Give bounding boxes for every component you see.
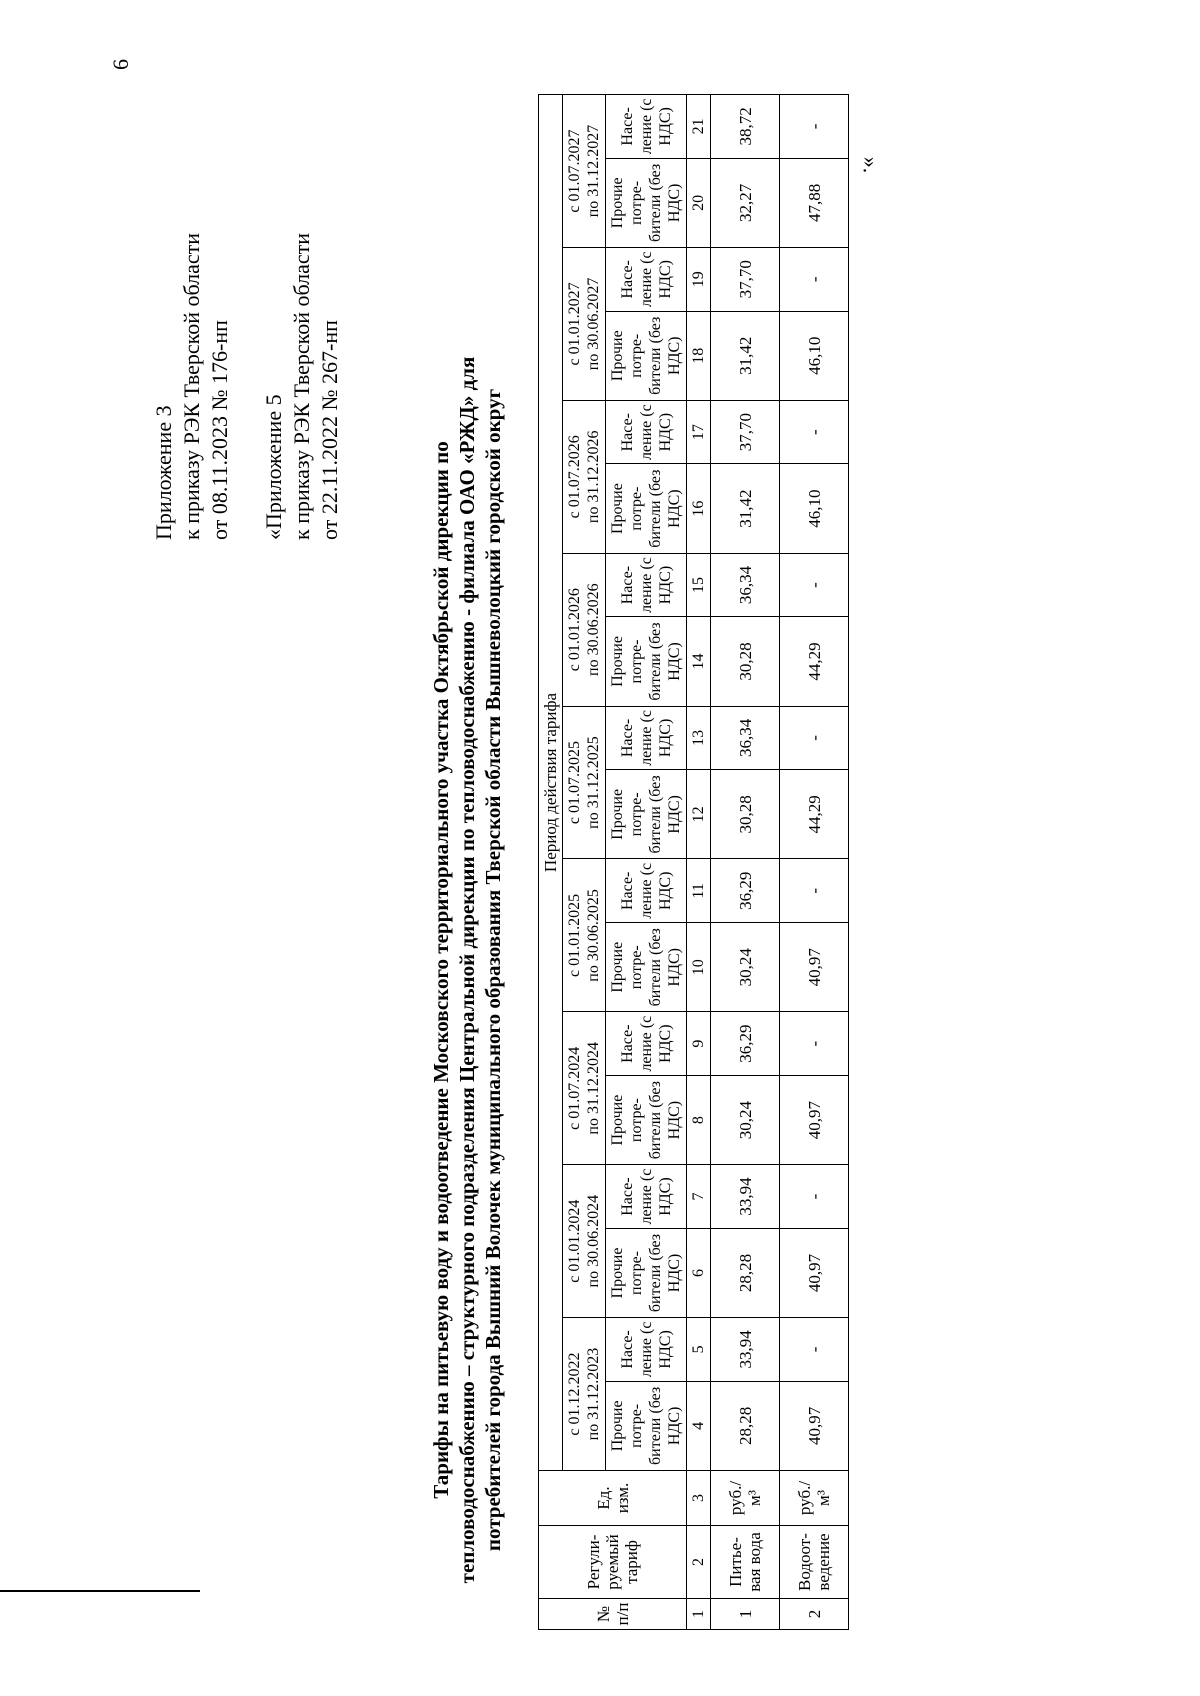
column-number: 14 <box>687 617 711 706</box>
tariff-value: 40,97 <box>780 923 849 1012</box>
appendix-line: к приказу РЭК Тверской области <box>289 232 314 540</box>
period-header <box>563 95 606 248</box>
column-number: 16 <box>687 464 711 553</box>
period-from: с 01.01.2026 <box>566 588 583 672</box>
row-tariff-name: Водоот-ведение <box>780 1526 849 1599</box>
period-to: по 31.12.2024 <box>585 1042 602 1135</box>
period-from: с 01.01.2027 <box>566 282 583 366</box>
tariff-value: 30,24 <box>711 1075 780 1164</box>
appendix-line: «Приложение 5 <box>261 394 286 540</box>
tariff-value: - <box>780 1012 849 1076</box>
period-header <box>563 248 606 401</box>
header-num: № п/п <box>539 1599 687 1630</box>
category-other: Прочие потре-бители (без НДС) <box>606 1075 687 1164</box>
row-unit: руб./м³ <box>780 1471 849 1526</box>
category-other: Прочие потре-бители (без НДС) <box>606 1381 687 1470</box>
period-to: по 31.12.2026 <box>585 430 602 524</box>
page-number: 6 <box>108 59 133 70</box>
tariff-value: 40,97 <box>780 1228 849 1317</box>
period-header <box>563 1318 606 1471</box>
column-number: 19 <box>687 248 711 312</box>
column-number: 3 <box>687 1471 711 1526</box>
column-number: 18 <box>687 311 711 400</box>
category-population: Насе-ление (с НДС) <box>606 1012 687 1076</box>
column-number: 4 <box>687 1381 711 1470</box>
tariff-value: 46,10 <box>780 311 849 400</box>
appendix-block <box>150 80 344 540</box>
tariff-value: 36,29 <box>711 1012 780 1076</box>
tariff-value: - <box>780 248 849 312</box>
tariff-value: 36,34 <box>711 553 780 617</box>
tariff-value: 44,29 <box>780 617 849 706</box>
column-number: 8 <box>687 1075 711 1164</box>
column-number: 11 <box>687 859 711 923</box>
period-to: по 30.06.2025 <box>585 889 602 982</box>
closing-quote: ». <box>858 156 884 174</box>
tariff-value: 33,94 <box>711 1318 780 1382</box>
category-population: Насе-ление (с НДС) <box>606 1318 687 1382</box>
tariff-value: 33,94 <box>711 1165 780 1229</box>
row-number: 2 <box>780 1599 849 1630</box>
column-number: 9 <box>687 1012 711 1076</box>
category-population: Насе-ление (с НДС) <box>606 553 687 617</box>
period-from: с 01.07.2026 <box>566 435 583 519</box>
column-number-row <box>687 95 711 1630</box>
category-population: Насе-ление (с НДС) <box>606 95 687 159</box>
tariff-value: 40,97 <box>780 1381 849 1470</box>
category-population: Насе-ление (с НДС) <box>606 248 687 312</box>
row-unit: руб./м³ <box>711 1471 780 1526</box>
tariff-table <box>538 94 849 1630</box>
title-line: тепловодоснабжению – структурного подразделения Центральной дирекции по тепловодоснабжению - филиала ОАО «РЖД» для <box>455 356 479 1584</box>
tariff-value: 28,28 <box>711 1381 780 1470</box>
category-population: Насе-ление (с НДС) <box>606 859 687 923</box>
tariff-value: 44,29 <box>780 770 849 859</box>
row-number: 1 <box>711 1599 780 1630</box>
tariff-value: 38,72 <box>711 95 780 159</box>
tariff-value: 28,28 <box>711 1228 780 1317</box>
category-other: Прочие потре-бители (без НДС) <box>606 158 687 247</box>
period-to: по 31.12.2023 <box>585 1347 602 1441</box>
appendix-line: Приложение 3 <box>151 405 176 540</box>
period-header <box>563 1012 606 1165</box>
column-number: 1 <box>687 1599 711 1630</box>
period-header <box>563 706 606 859</box>
tariff-value: 37,70 <box>711 400 780 464</box>
category-other: Прочие потре-бители (без НДС) <box>606 923 687 1012</box>
category-other: Прочие потре-бители (без НДС) <box>606 1228 687 1317</box>
title-line: Тарифы на питьевую воду и водоотведение Московского территориального участка Октябрьской дирекции по <box>429 441 453 1499</box>
period-to: по 30.06.2027 <box>585 277 602 371</box>
tariff-value: - <box>780 1165 849 1229</box>
rotated-page <box>60 100 1060 1650</box>
period-to: по 30.06.2024 <box>585 1194 602 1288</box>
tariff-value: - <box>780 400 849 464</box>
table-row <box>780 95 849 1630</box>
appendix-line: от 08.11.2023 № 176-нп <box>207 320 232 540</box>
period-from: с 01.07.2027 <box>566 129 583 213</box>
tariff-value: - <box>780 706 849 770</box>
column-number: 2 <box>687 1526 711 1599</box>
column-number: 7 <box>687 1165 711 1229</box>
category-other: Прочие потре-бители (без НДС) <box>606 464 687 553</box>
document-title <box>428 330 506 1610</box>
header-tariff: Регули-руемый тариф <box>539 1526 687 1599</box>
category-population: Насе-ление (с НДС) <box>606 400 687 464</box>
column-number: 15 <box>687 553 711 617</box>
period-from: с 01.01.2025 <box>566 893 583 977</box>
tariff-value: 32,27 <box>711 158 780 247</box>
tariff-value: 31,42 <box>711 464 780 553</box>
header-period-group: Период действия тарифа <box>539 95 563 1471</box>
tariff-value: - <box>780 1318 849 1382</box>
column-number: 21 <box>687 95 711 159</box>
period-header <box>563 859 606 1012</box>
period-to: по 31.12.2027 <box>585 124 602 218</box>
category-population: Насе-ление (с НДС) <box>606 1165 687 1229</box>
row-tariff-name: Питье-вая вода <box>711 1526 780 1599</box>
period-header <box>563 400 606 553</box>
period-to: по 31.12.2025 <box>585 736 602 829</box>
title-line: потребителей города Вышний Волочек муниципального образования Тверской области Вышневолоцкий городской округ <box>481 388 505 1552</box>
period-from: с 01.12.2022 <box>566 1352 583 1436</box>
category-other: Прочие потре-бители (без НДС) <box>606 770 687 859</box>
tariff-value: - <box>780 95 849 159</box>
period-header <box>563 553 606 706</box>
column-number: 20 <box>687 158 711 247</box>
tariff-value: 40,97 <box>780 1075 849 1164</box>
period-from: с 01.01.2024 <box>566 1199 583 1283</box>
category-population: Насе-ление (с НДС) <box>606 706 687 770</box>
column-number: 10 <box>687 923 711 1012</box>
category-other: Прочие потре-бители (без НДС) <box>606 311 687 400</box>
tariff-value: 36,34 <box>711 706 780 770</box>
tariff-value: 31,42 <box>711 311 780 400</box>
tariff-value: 36,29 <box>711 859 780 923</box>
tariff-value: - <box>780 553 849 617</box>
table-row <box>711 95 780 1630</box>
column-number: 12 <box>687 770 711 859</box>
tariff-value: 30,28 <box>711 770 780 859</box>
category-other: Прочие потре-бители (без НДС) <box>606 617 687 706</box>
tariff-value: 30,28 <box>711 617 780 706</box>
appendix-line: к приказу РЭК Тверской области <box>179 232 204 540</box>
appendix-line: от 22.11.2022 № 267-нп <box>317 320 342 540</box>
header-unit: Ед. изм. <box>539 1471 687 1526</box>
period-to: по 30.06.2026 <box>585 583 602 676</box>
column-number: 5 <box>687 1318 711 1382</box>
column-number: 6 <box>687 1228 711 1317</box>
period-from: с 01.07.2024 <box>566 1046 583 1130</box>
column-number: 13 <box>687 706 711 770</box>
tariff-value: - <box>780 859 849 923</box>
tariff-value: 30,24 <box>711 923 780 1012</box>
period-header <box>563 1165 606 1318</box>
column-number: 17 <box>687 400 711 464</box>
period-from: с 01.07.2025 <box>566 741 583 825</box>
tariff-value: 47,88 <box>780 158 849 247</box>
tariff-value: 46,10 <box>780 464 849 553</box>
tariff-value: 37,70 <box>711 248 780 312</box>
